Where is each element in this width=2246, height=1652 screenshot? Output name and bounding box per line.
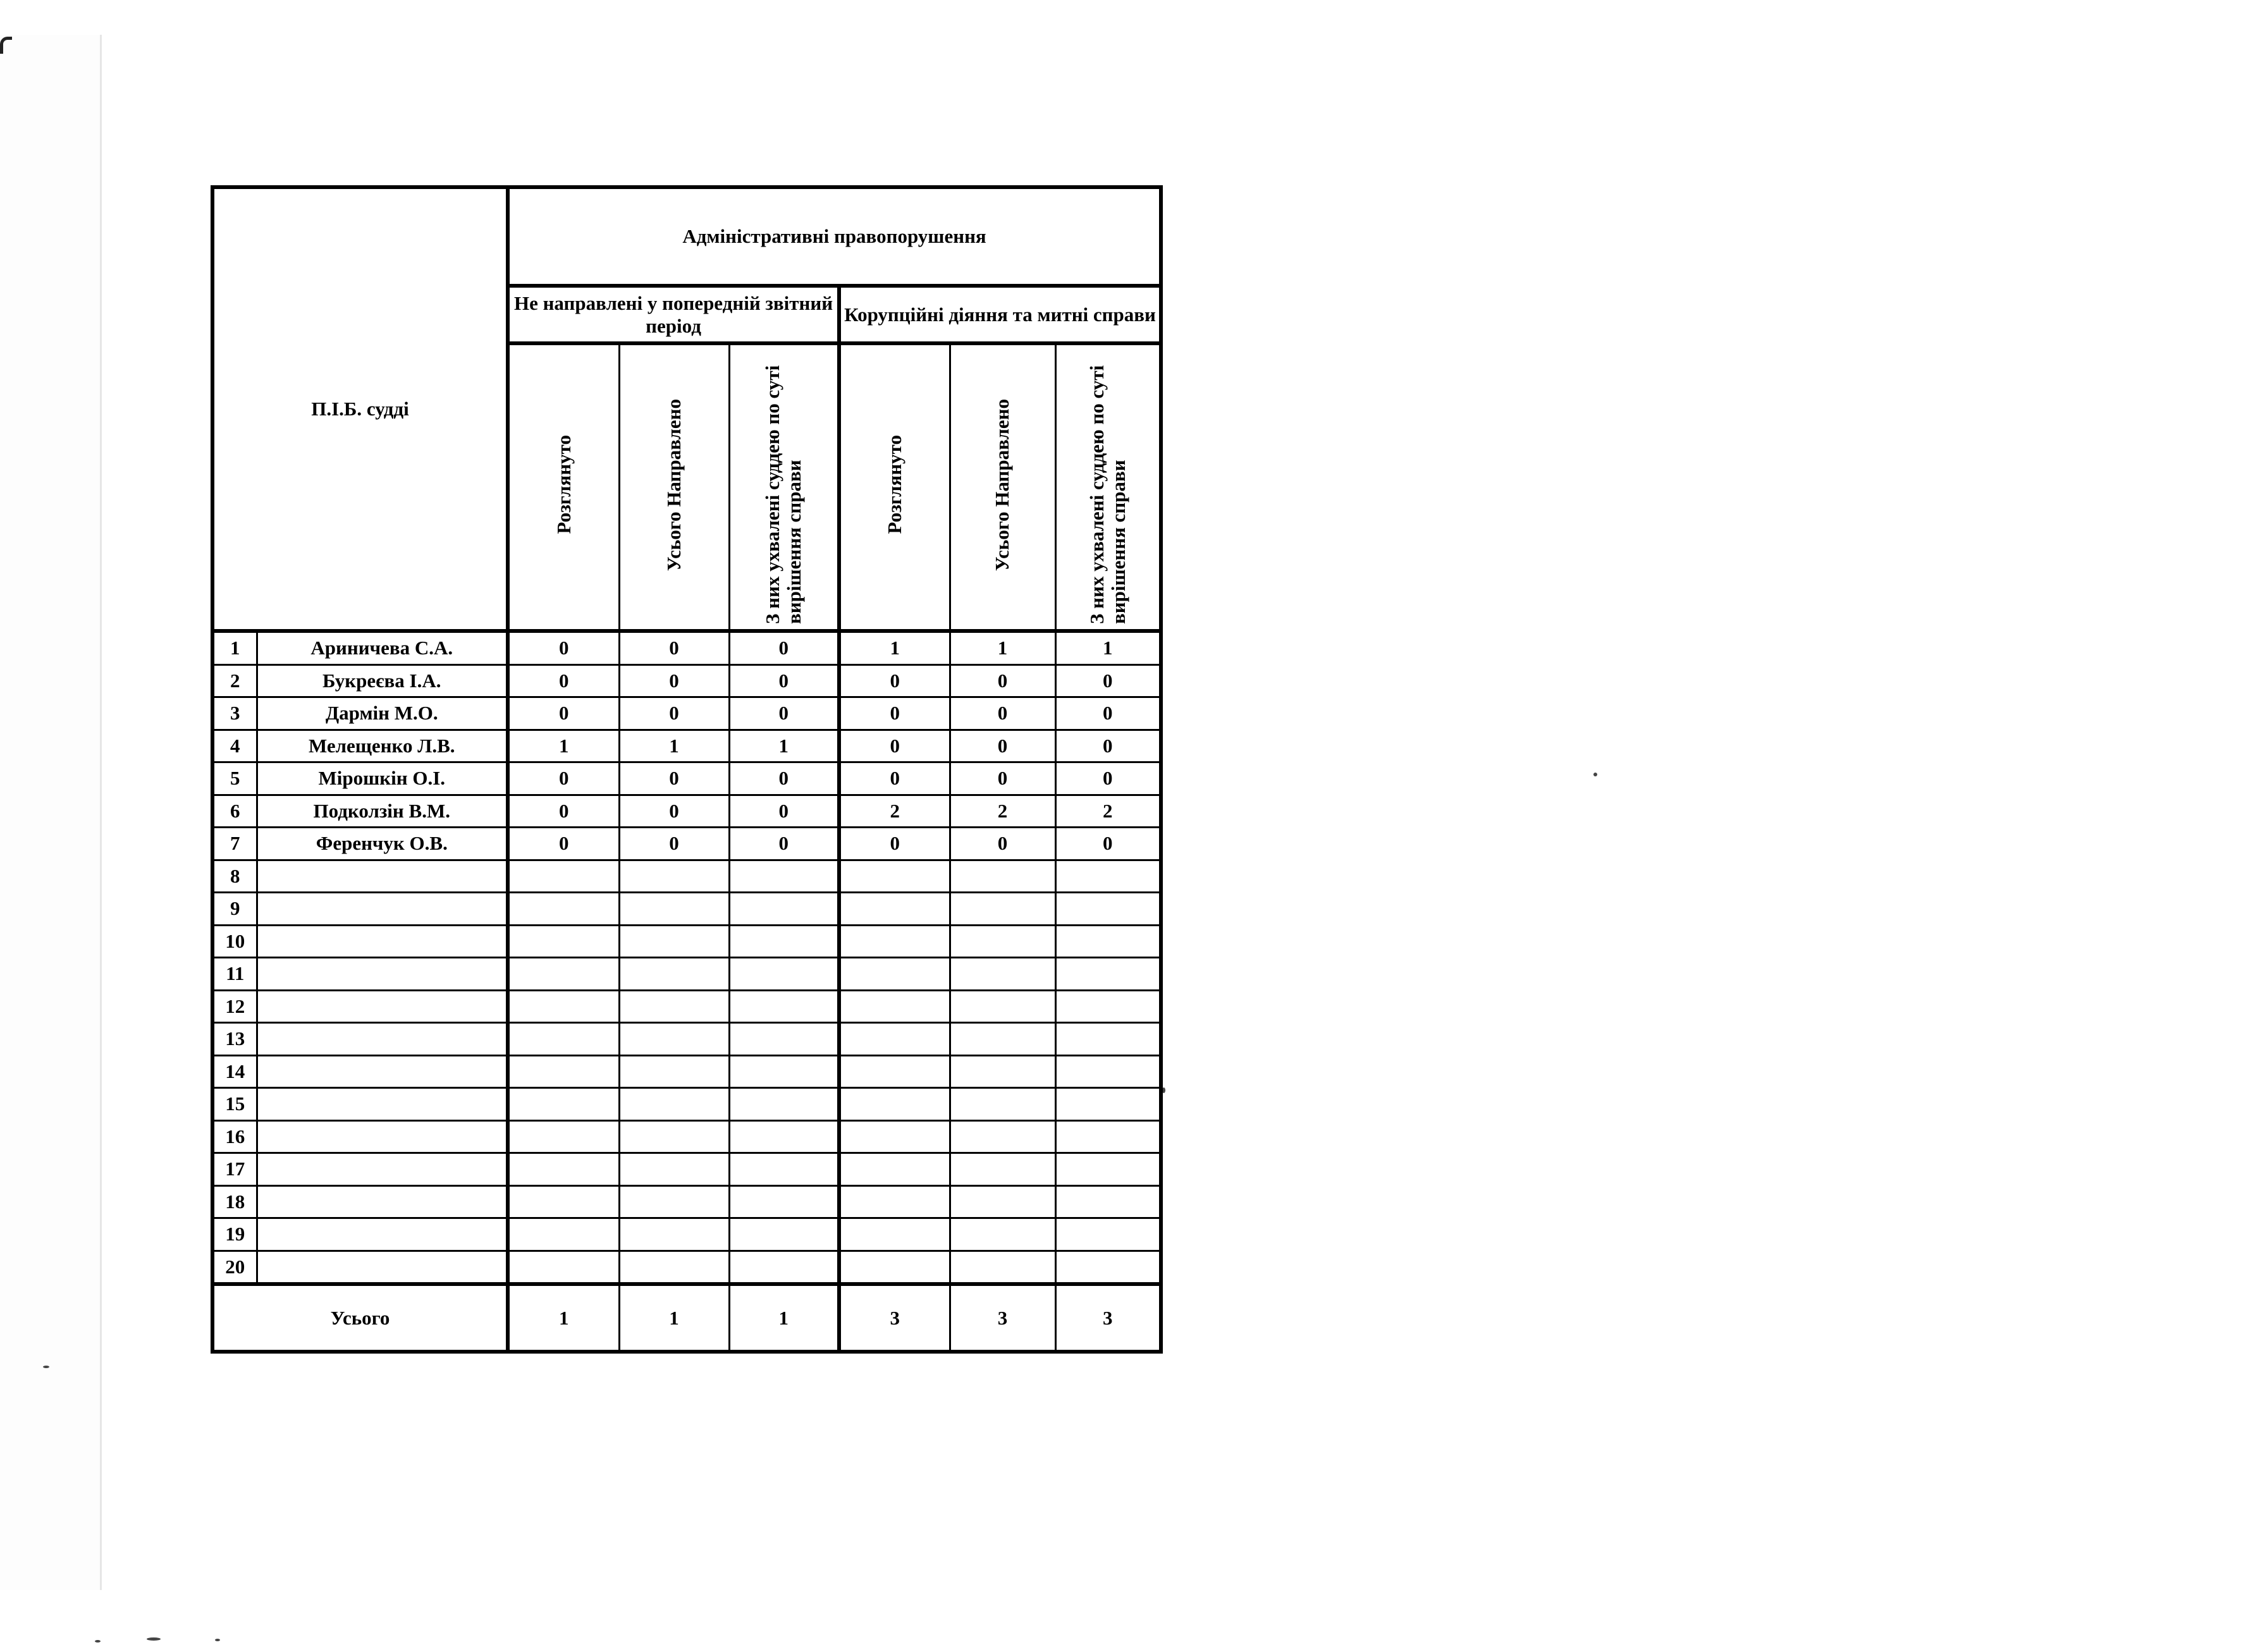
case-count-cell: 0 xyxy=(619,664,729,697)
case-count-cell: 0 xyxy=(508,697,619,730)
row-number: 12 xyxy=(212,990,257,1023)
row-number: 15 xyxy=(212,1088,257,1121)
case-count-cell xyxy=(839,860,950,893)
case-count-cell xyxy=(619,1088,729,1121)
case-count-cell xyxy=(729,1218,839,1251)
case-count-cell: 0 xyxy=(508,664,619,697)
subgroup-not-sent-header: Не направлені у попередній звітний період xyxy=(508,286,839,343)
case-count-cell: 0 xyxy=(729,697,839,730)
table-row xyxy=(212,1055,1161,1088)
case-count-cell: 0 xyxy=(508,631,619,664)
scan-speck xyxy=(147,1637,161,1641)
row-number: 18 xyxy=(212,1185,257,1218)
case-count-cell: 2 xyxy=(950,795,1055,828)
table-row xyxy=(212,893,1161,926)
table-row xyxy=(212,1185,1161,1218)
case-count-cell xyxy=(839,893,950,926)
case-count-cell xyxy=(950,990,1055,1023)
case-count-cell: 1 xyxy=(950,631,1055,664)
case-count-cell xyxy=(1055,1153,1161,1186)
judge-name xyxy=(257,990,508,1023)
case-count-cell xyxy=(1055,1055,1161,1088)
case-count-cell xyxy=(839,925,950,958)
case-count-cell xyxy=(619,958,729,991)
case-count-cell xyxy=(619,925,729,958)
judge-name xyxy=(257,1251,508,1284)
table-row xyxy=(212,1218,1161,1251)
table-row xyxy=(212,828,1161,860)
case-count-cell: 0 xyxy=(619,697,729,730)
judges-report-table xyxy=(211,185,1163,1354)
scan-corner-mark xyxy=(0,37,12,54)
case-count-cell xyxy=(839,958,950,991)
case-count-cell: 0 xyxy=(950,664,1055,697)
judge-name xyxy=(257,925,508,958)
case-count-cell xyxy=(950,893,1055,926)
row-number: 10 xyxy=(212,925,257,958)
case-count-cell: 0 xyxy=(729,762,839,795)
case-count-cell xyxy=(508,1055,619,1088)
judge-name xyxy=(257,893,508,926)
case-count-cell xyxy=(619,860,729,893)
case-count-cell xyxy=(1055,1251,1161,1284)
table-row xyxy=(212,697,1161,730)
case-count-cell xyxy=(508,860,619,893)
col-header-decided-2: З них ухвалені суддею по суті вирішення справи xyxy=(1055,343,1161,631)
row-number: 14 xyxy=(212,1055,257,1088)
table-row xyxy=(212,631,1161,664)
table-row xyxy=(212,664,1161,697)
case-count-cell xyxy=(729,1055,839,1088)
case-count-cell xyxy=(950,1055,1055,1088)
row-number: 5 xyxy=(212,762,257,795)
case-count-cell xyxy=(839,1120,950,1153)
case-count-cell xyxy=(950,1023,1055,1056)
row-number: 20 xyxy=(212,1251,257,1284)
case-count-cell xyxy=(729,1251,839,1284)
row-number: 3 xyxy=(212,697,257,730)
judge-name: Мелещенко Л.В. xyxy=(257,730,508,762)
case-count-cell xyxy=(1055,1185,1161,1218)
total-value: 1 xyxy=(729,1284,839,1352)
case-count-cell xyxy=(1055,1120,1161,1153)
judge-name xyxy=(257,1218,508,1251)
judge-name xyxy=(257,1153,508,1186)
row-number: 4 xyxy=(212,730,257,762)
case-count-cell xyxy=(839,1023,950,1056)
table-row xyxy=(212,795,1161,828)
case-count-cell: 2 xyxy=(1055,795,1161,828)
table-row xyxy=(212,1023,1161,1056)
col-header-reviewed-2: Розглянуто xyxy=(839,343,950,631)
judge-name: Дармін М.О. xyxy=(257,697,508,730)
case-count-cell xyxy=(1055,1023,1161,1056)
row-number: 11 xyxy=(212,958,257,991)
case-count-cell xyxy=(950,1088,1055,1121)
case-count-cell xyxy=(729,860,839,893)
case-count-cell xyxy=(729,990,839,1023)
table-row xyxy=(212,762,1161,795)
case-count-cell: 0 xyxy=(729,664,839,697)
case-count-cell xyxy=(839,1185,950,1218)
admin-offences-header: Адміністративні правопорушення xyxy=(508,187,1161,286)
case-count-cell xyxy=(950,1251,1055,1284)
row-number: 9 xyxy=(212,893,257,926)
row-number: 8 xyxy=(212,860,257,893)
case-count-cell xyxy=(950,1218,1055,1251)
case-count-cell xyxy=(619,1120,729,1153)
case-count-cell xyxy=(508,925,619,958)
case-count-cell xyxy=(950,958,1055,991)
case-count-cell: 0 xyxy=(508,828,619,860)
case-count-cell: 1 xyxy=(839,631,950,664)
case-count-cell xyxy=(1055,1088,1161,1121)
row-number: 6 xyxy=(212,795,257,828)
row-number: 19 xyxy=(212,1218,257,1251)
table-row xyxy=(212,730,1161,762)
table-row xyxy=(212,958,1161,991)
judge-name xyxy=(257,1185,508,1218)
judge-name xyxy=(257,1055,508,1088)
case-count-cell xyxy=(950,1185,1055,1218)
case-count-cell xyxy=(508,893,619,926)
case-count-cell xyxy=(839,1055,950,1088)
case-count-cell xyxy=(729,893,839,926)
case-count-cell: 0 xyxy=(1055,828,1161,860)
judge-name: Мірошкін О.І. xyxy=(257,762,508,795)
scan-speck xyxy=(1593,773,1597,776)
total-value: 3 xyxy=(950,1284,1055,1352)
judge-name xyxy=(257,1023,508,1056)
case-count-cell xyxy=(950,860,1055,893)
col-header-decided-1: З них ухвалені суддею по суті вирішення справи xyxy=(729,343,839,631)
case-count-cell: 0 xyxy=(729,631,839,664)
total-value: 3 xyxy=(1055,1284,1161,1352)
case-count-cell xyxy=(729,925,839,958)
case-count-cell xyxy=(508,1218,619,1251)
case-count-cell xyxy=(1055,860,1161,893)
case-count-cell xyxy=(619,1251,729,1284)
case-count-cell: 1 xyxy=(729,730,839,762)
case-count-cell: 0 xyxy=(950,828,1055,860)
case-count-cell xyxy=(950,1153,1055,1186)
case-count-cell xyxy=(839,1153,950,1186)
judge-name: Подколзін В.М. xyxy=(257,795,508,828)
judge-name xyxy=(257,1120,508,1153)
case-count-cell xyxy=(839,1218,950,1251)
table-row xyxy=(212,990,1161,1023)
case-count-cell xyxy=(1055,925,1161,958)
case-count-cell xyxy=(950,1120,1055,1153)
case-count-cell xyxy=(619,1218,729,1251)
case-count-cell: 1 xyxy=(508,730,619,762)
case-count-cell: 0 xyxy=(1055,697,1161,730)
total-row xyxy=(212,1284,1161,1352)
case-count-cell xyxy=(729,1023,839,1056)
case-count-cell xyxy=(508,990,619,1023)
case-count-cell xyxy=(619,1153,729,1186)
case-count-cell xyxy=(729,1185,839,1218)
case-count-cell: 0 xyxy=(1055,730,1161,762)
case-count-cell: 0 xyxy=(619,762,729,795)
total-value: 3 xyxy=(839,1284,950,1352)
case-count-cell: 0 xyxy=(839,697,950,730)
total-value: 1 xyxy=(619,1284,729,1352)
scan-left-margin xyxy=(0,35,102,1590)
case-count-cell xyxy=(619,893,729,926)
case-count-cell xyxy=(619,1023,729,1056)
judge-name xyxy=(257,860,508,893)
case-count-cell xyxy=(1055,990,1161,1023)
case-count-cell xyxy=(839,1088,950,1121)
case-count-cell: 0 xyxy=(508,762,619,795)
row-number: 7 xyxy=(212,828,257,860)
col-header-reviewed-1: Розглянуто xyxy=(508,343,619,631)
row-number: 13 xyxy=(212,1023,257,1056)
total-value: 1 xyxy=(508,1284,619,1352)
table-row xyxy=(212,1088,1161,1121)
case-count-cell: 0 xyxy=(839,828,950,860)
header-row-group xyxy=(212,187,1161,286)
table-row xyxy=(212,860,1161,893)
subgroup-corruption-header: Корупційні діяння та митні справи xyxy=(839,286,1161,343)
row-number: 2 xyxy=(212,664,257,697)
case-count-cell xyxy=(1055,958,1161,991)
judge-name: Ариничева С.А. xyxy=(257,631,508,664)
col-header-sent-total-2: Усього Направлено xyxy=(950,343,1055,631)
case-count-cell: 0 xyxy=(729,795,839,828)
table-row xyxy=(212,1153,1161,1186)
case-count-cell: 0 xyxy=(619,795,729,828)
case-count-cell: 0 xyxy=(839,664,950,697)
case-count-cell xyxy=(1055,893,1161,926)
case-count-cell: 0 xyxy=(950,730,1055,762)
scan-speck xyxy=(215,1639,220,1641)
case-count-cell: 0 xyxy=(619,631,729,664)
case-count-cell: 0 xyxy=(508,795,619,828)
case-count-cell: 0 xyxy=(839,730,950,762)
table-row xyxy=(212,925,1161,958)
case-count-cell xyxy=(729,958,839,991)
case-count-cell xyxy=(950,925,1055,958)
case-count-cell: 0 xyxy=(950,697,1055,730)
case-count-cell xyxy=(1055,1218,1161,1251)
table-row xyxy=(212,1120,1161,1153)
case-count-cell xyxy=(619,1055,729,1088)
case-count-cell xyxy=(508,958,619,991)
case-count-cell: 1 xyxy=(619,730,729,762)
scan-speck xyxy=(95,1640,101,1643)
case-count-cell: 0 xyxy=(619,828,729,860)
row-number: 16 xyxy=(212,1120,257,1153)
case-count-cell xyxy=(508,1185,619,1218)
scan-speck xyxy=(43,1366,49,1368)
table-row xyxy=(212,1251,1161,1284)
case-count-cell xyxy=(619,1185,729,1218)
case-count-cell: 0 xyxy=(1055,762,1161,795)
judge-name-header: П.І.Б. судді xyxy=(212,187,508,631)
case-count-cell: 0 xyxy=(729,828,839,860)
case-count-cell xyxy=(839,1251,950,1284)
case-count-cell: 1 xyxy=(1055,631,1161,664)
case-count-cell xyxy=(508,1023,619,1056)
case-count-cell: 0 xyxy=(950,762,1055,795)
judge-name: Букреєва І.А. xyxy=(257,664,508,697)
case-count-cell: 0 xyxy=(839,762,950,795)
case-count-cell xyxy=(729,1153,839,1186)
case-count-cell xyxy=(839,990,950,1023)
judge-name: Ференчук О.В. xyxy=(257,828,508,860)
case-count-cell xyxy=(508,1251,619,1284)
case-count-cell xyxy=(619,990,729,1023)
judge-name xyxy=(257,1088,508,1121)
row-number: 17 xyxy=(212,1153,257,1186)
case-count-cell xyxy=(508,1088,619,1121)
case-count-cell xyxy=(729,1088,839,1121)
total-label: Усього xyxy=(212,1284,508,1352)
row-number: 1 xyxy=(212,631,257,664)
case-count-cell xyxy=(508,1120,619,1153)
judge-name xyxy=(257,958,508,991)
case-count-cell: 2 xyxy=(839,795,950,828)
case-count-cell: 0 xyxy=(1055,664,1161,697)
case-count-cell xyxy=(729,1120,839,1153)
judge-rows xyxy=(212,631,1161,1284)
col-header-sent-total-1: Усього Направлено xyxy=(619,343,729,631)
case-count-cell xyxy=(508,1153,619,1186)
